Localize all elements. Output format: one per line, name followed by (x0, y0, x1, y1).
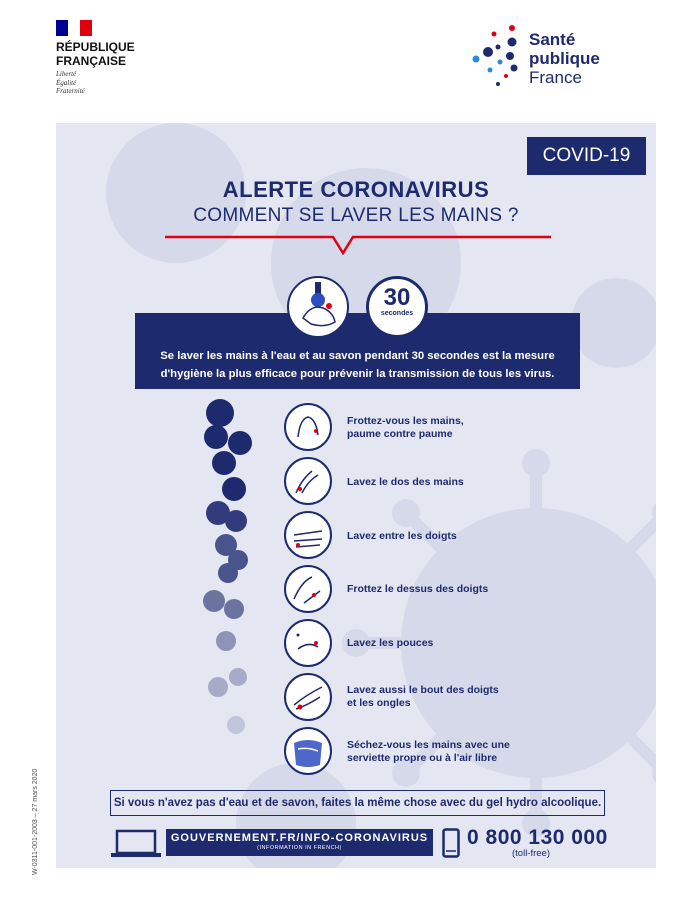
step-icon-fingertips-nails (284, 673, 332, 721)
step-1-line-2: paume contre paume (347, 428, 453, 440)
step-7-line-2: serviette propre ou à l'air libre (347, 752, 498, 764)
step-icon-palm-to-palm (284, 403, 332, 451)
step-icon-top-of-fingers (284, 565, 332, 613)
step-1-text (347, 415, 547, 441)
timer-number: 30 (383, 284, 411, 311)
publique-line: publique (529, 49, 600, 68)
step-6-text (347, 684, 547, 710)
step-icon-thumbs (284, 619, 332, 667)
step-3-line-1: Lavez entre les doigts (347, 530, 457, 542)
page-subtitle: COMMENT SE LAVER LES MAINS ? (193, 205, 519, 226)
hydroalcoholic-gel-note: Si vous n'avez pas d'eau et de savon, faites la même chose avec du gel hydro alcoolique. (110, 790, 605, 816)
step-7-text (347, 739, 547, 765)
timer-unit: secondes (380, 310, 414, 317)
motto-liberte: Liberté (56, 70, 77, 78)
info-banner-text (140, 347, 575, 383)
step-icon-between-fingers (284, 511, 332, 559)
republique-francaise-title (56, 40, 135, 68)
step-6-line-1: Lavez aussi le bout des doigts (347, 684, 499, 696)
toll-free-label: (toll-free) (512, 848, 551, 859)
republique-francaise-flag-logo (56, 20, 92, 36)
step-5-line-1: Lavez les pouces (347, 637, 434, 649)
step-6-line-2: et les ongles (347, 697, 411, 709)
step-1-line-1: Frottez-vous les mains, (347, 415, 464, 427)
banner-line-1: Se laver les mains à l'eau et au savon pendant 30 secondes est la mesure (160, 350, 555, 362)
motto-fraternite: Fraternité (56, 87, 85, 95)
sante-publique-dots-logo (470, 22, 526, 92)
covid-19-badge: COVID-19 (527, 137, 646, 175)
government-url[interactable]: GOUVERNEMENT.FR/INFO-CORONAVIRUS (170, 832, 429, 844)
motto-egalite: Égalité (56, 78, 77, 87)
mobile-phone-icon (442, 828, 460, 858)
sante-publique-wordmark (529, 30, 600, 87)
republique-line: RÉPUBLIQUE (56, 40, 135, 54)
step-4-line-1: Frottez le dessus des doigts (347, 583, 489, 595)
water-handwash-icon (287, 276, 349, 338)
step-2-text (347, 476, 547, 489)
step-4-text (347, 583, 547, 596)
republique-motto (56, 70, 85, 96)
page-title: ALERTE CORONAVIRUS (222, 177, 490, 202)
step-2-line-1: Lavez le dos des mains (347, 476, 464, 488)
step-5-text (347, 637, 547, 650)
step-7-line-1: Séchez-vous les mains avec une (347, 739, 510, 751)
hotline-phone-number[interactable]: 0 800 130 000 (467, 826, 608, 849)
banner-line-2: d'hygiène la plus efficace pour prévenir la transmission de tous les virus. (160, 368, 555, 380)
url-language-note: (INFORMATION IN FRENCH) (257, 845, 342, 851)
france-line: France (529, 68, 582, 87)
step-3-text (347, 530, 547, 543)
step-icon-dry-hands (284, 727, 332, 775)
decreasing-virus-column-illustration (190, 395, 270, 755)
sante-line: Santé (529, 30, 576, 49)
speech-bubble-underline (165, 234, 551, 256)
francaise-line: FRANÇAISE (56, 54, 127, 68)
laptop-icon (111, 829, 161, 859)
step-icon-back-of-hands (284, 457, 332, 505)
thirty-seconds-timer (366, 276, 428, 338)
government-info-link[interactable] (166, 829, 433, 856)
document-reference: W-0311-001-2003 – 27 mars 2020 (32, 768, 39, 875)
